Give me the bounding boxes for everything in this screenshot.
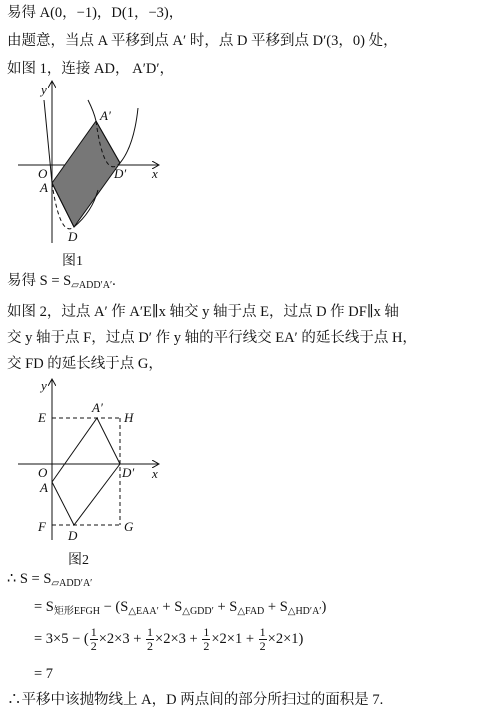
fig2-label-f: F <box>38 519 46 534</box>
decomp-mid: − (S <box>100 599 129 615</box>
line-conclusion: ∴平移中该抛物线上 A，D 两点间的部分所扫过的面积是 7. <box>7 692 384 708</box>
line-figure1-intro: 如图 1，连接 AD， A′D′， <box>7 61 175 77</box>
line-area-decomposition <box>34 598 326 621</box>
fig2-parallelogram <box>52 418 120 525</box>
calc-prefix: = 3×5 − ( <box>34 631 89 647</box>
fig2-label-d-prime: D′ <box>122 465 135 480</box>
decomp-prefix: = S <box>34 599 54 615</box>
decomp-plus1: + S <box>158 599 183 615</box>
fig1-label-x: x <box>152 166 158 181</box>
decomp-plus2: + S <box>213 599 238 615</box>
fig2-label-x: x <box>152 466 158 481</box>
fig2-label-o: O <box>38 465 48 480</box>
fig2-label-a: A <box>40 480 48 495</box>
line-numeric-computation <box>34 624 303 654</box>
line-figure2-intro-3: 交 FD 的延长线于点 G， <box>7 356 163 372</box>
fraction-1-num: 1 <box>90 625 97 640</box>
fraction-2-num: 1 <box>147 625 154 640</box>
therefore-sub: ▱ADD′A′ <box>51 578 93 589</box>
fraction-3-num: 1 <box>203 625 210 640</box>
decomp-sub-rect: 矩形EFGH <box>53 606 100 617</box>
fraction-4-num: 1 <box>259 625 266 640</box>
line-figure2-intro-2: 交 y 轴于点 F，过点 D′ 作 y 轴的平行线交 EA′ 的延长线于点 H， <box>7 330 417 346</box>
area-equal-suffix: . <box>112 273 116 289</box>
decomp-sub-gdd: △GDD′ <box>182 606 214 617</box>
fraction-4 <box>259 626 267 653</box>
decomp-sub-hda: △HD′A′ <box>287 606 322 617</box>
fraction-1-den: 2 <box>90 639 97 654</box>
calc-term3: ×2×1 + <box>211 631 258 647</box>
line-result: = 7 <box>34 666 54 682</box>
figure2-caption: 图2 <box>68 553 89 568</box>
fig2-label-a-prime: A′ <box>92 400 103 415</box>
line-given-points: 易得 A(0，−1)，D(1，−3)， <box>7 5 184 21</box>
area-equal-sub: ▱ADD′A′ <box>71 280 113 291</box>
calc-term1: ×2×3 + <box>98 631 146 647</box>
line-translation: 由题意，当点 A 平移到点 A′ 时，点 D 平移到点 D′(3，0) 处， <box>7 33 398 49</box>
fig1-label-a: A <box>40 180 48 195</box>
fig2-label-g: G <box>124 519 134 534</box>
fraction-4-den: 2 <box>259 639 266 654</box>
calc-term2: ×2×3 + <box>155 631 202 647</box>
fraction-3 <box>202 626 210 653</box>
line-figure2-intro-1: 如图 2，过点 A′ 作 A′E∥x 轴交 y 轴于点 E，过点 D 作 DF∥x 轴 <box>7 304 399 320</box>
therefore-prefix: ∴ S = S <box>7 571 52 587</box>
fig2-label-y: y <box>41 378 47 393</box>
decomp-plus3: + S <box>264 599 288 615</box>
decomp-sub-eaa: △EAA′ <box>128 606 159 617</box>
fraction-3-den: 2 <box>203 639 210 654</box>
fig1-label-y: y <box>41 82 47 97</box>
fig1-label-d: D <box>68 229 78 244</box>
decomp-sub-fad: △FAD <box>237 606 265 617</box>
fraction-1 <box>90 626 98 653</box>
fig1-label-a-prime: A′ <box>100 108 111 123</box>
fig1-label-d-prime: D′ <box>114 166 127 181</box>
decomp-end: ) <box>321 599 327 615</box>
fig1-label-o: O <box>38 166 48 181</box>
figure1-caption: 图1 <box>62 254 83 269</box>
fraction-2-den: 2 <box>147 639 154 654</box>
fig2-label-h: H <box>124 410 134 425</box>
fig2-label-d: D <box>68 528 78 543</box>
calc-term4: ×2×1) <box>267 631 304 647</box>
fraction-2 <box>146 626 154 653</box>
fig2-label-e: E <box>38 410 46 425</box>
line-therefore-area <box>7 570 92 593</box>
area-equal-prefix: 易得 S = S <box>7 273 72 289</box>
